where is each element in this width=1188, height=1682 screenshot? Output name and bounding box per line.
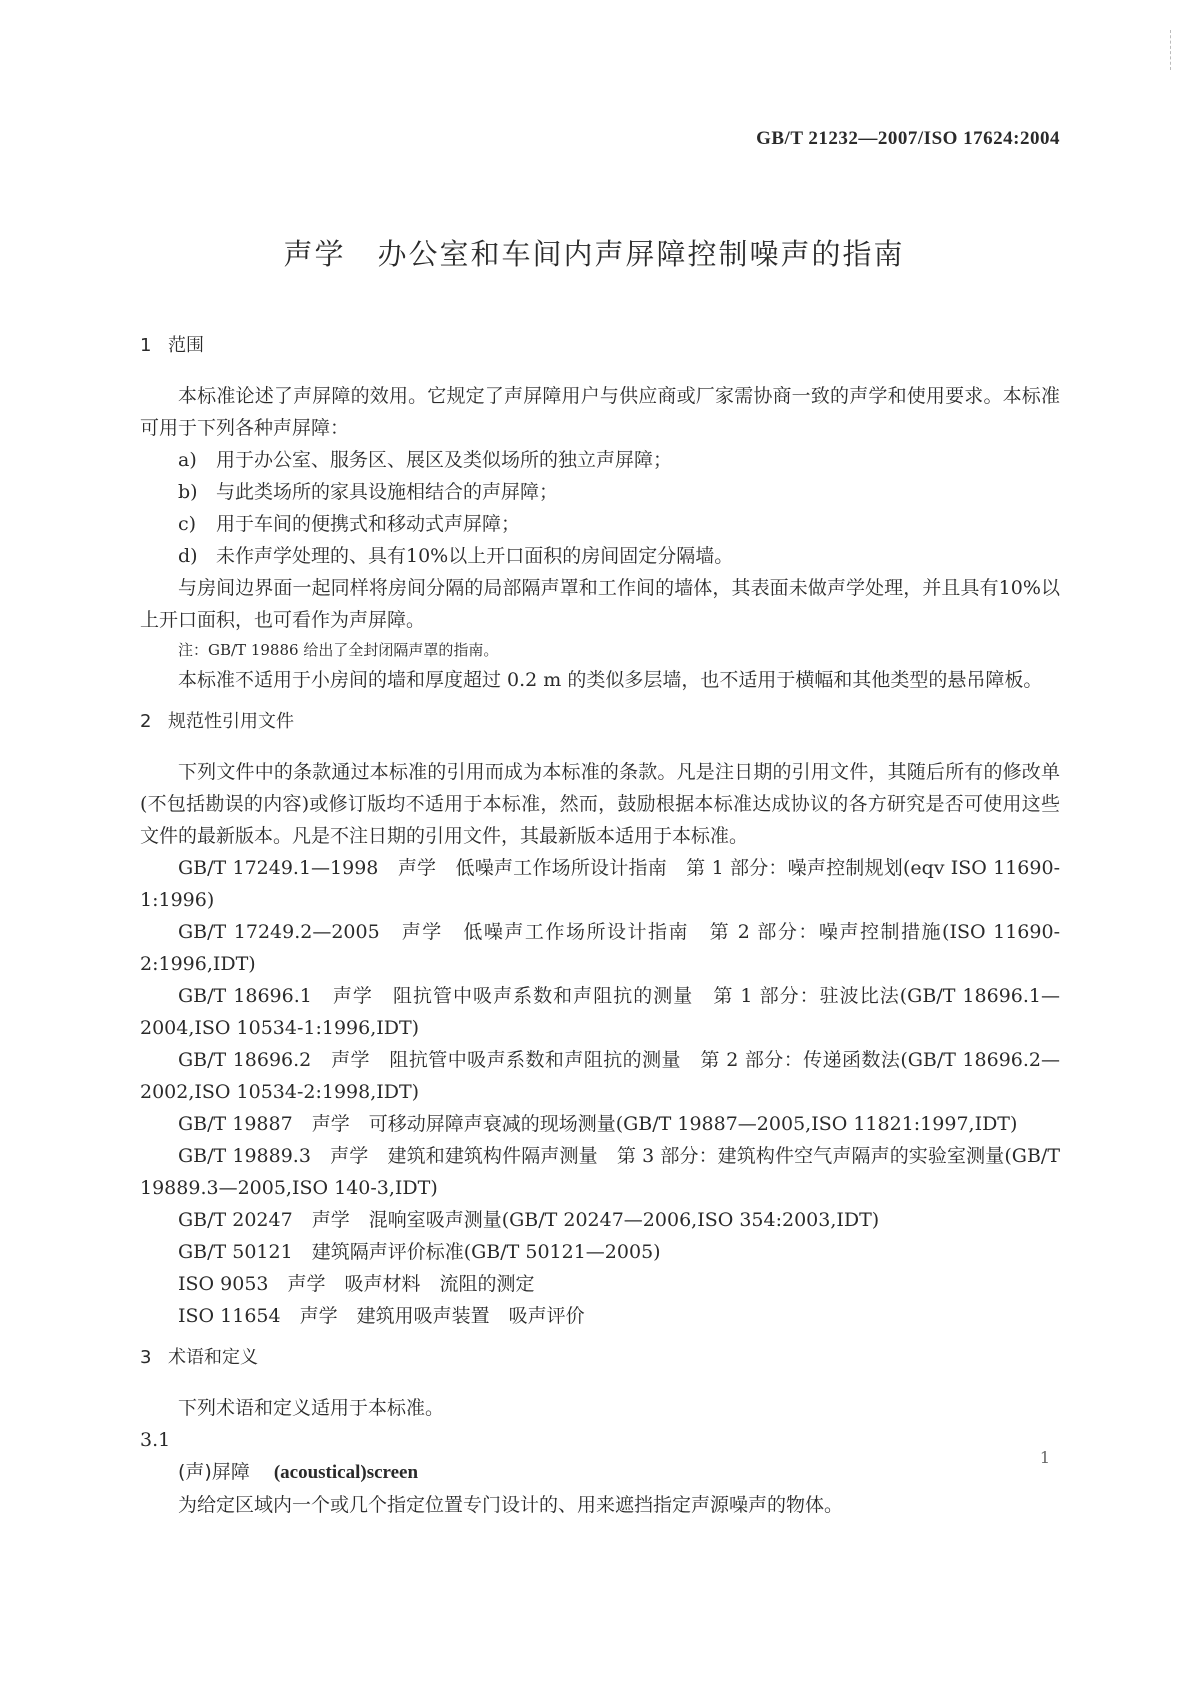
section-title: 范围: [168, 335, 204, 356]
title-part-1: 声学: [283, 237, 346, 271]
section-heading: [140, 330, 1060, 362]
page-number: 1: [1039, 1448, 1050, 1467]
reference-item: GB/T 18696.1 声学 阻抗管中吸声系数和声阻抗的测量 第 1 部分：驻波比法(GB/T 18696.1—2004,ISO 10534-1:1996,IDT): [140, 985, 1060, 1039]
term-english: (acoustical)screen: [273, 1462, 419, 1483]
reference-item: GB/T 17249.2—2005 声学 低噪声工作场所设计指南 第 2 部分：噪声控制措施(ISO 11690-2:1996,IDT): [140, 921, 1060, 975]
term-number: 3.1: [140, 1429, 171, 1451]
section-title: 术语和定义: [168, 1347, 258, 1368]
term-chinese: (声)屏障: [178, 1461, 250, 1483]
section-number: 3: [140, 1347, 152, 1368]
list-item: [140, 476, 1060, 508]
paragraph: 下列文件中的条款通过本标准的引用而成为本标准的条款。凡是注日期的引用文件，其随后所有的修改单(不包括勘误的内容)或修订版均不适用于本标准，然而，鼓励根据本标准达成协议的各方研究是否可使用这些文件的最新版本。凡是不注日期的引用文件，其最新版本适用于本标准。: [140, 761, 1060, 847]
list-label: c): [178, 513, 197, 535]
reference-item: GB/T 20247 声学 混响室吸声测量(GB/T 20247—2006,ISO 354:2003,IDT): [178, 1209, 880, 1231]
section-number: 1: [140, 335, 152, 356]
section-number: 2: [140, 711, 152, 732]
paragraph: 下列术语和定义适用于本标准。: [178, 1397, 445, 1419]
list-item: [140, 540, 1060, 572]
list-text: 用于车间的便携式和移动式声屏障；: [216, 513, 521, 535]
term-definition: 为给定区域内一个或几个指定位置专门设计的、用来遮挡指定声源噪声的物体。: [178, 1494, 844, 1516]
section-heading: [140, 1342, 1060, 1374]
section-heading: [140, 706, 1060, 738]
list-item: [140, 508, 1060, 540]
list-label: a): [178, 449, 197, 471]
paragraph: 本标准不适用于小房间的墙和厚度超过 0.2 m 的类似多层墙，也不适用于横幅和其他类型的悬吊障板。: [178, 669, 1043, 691]
document-title: [0, 232, 1188, 273]
paragraph: 与房间边界面一起同样将房间分隔的局部隔声罩和工作间的墙体，其表面未做声学处理，并且具有10%以上开口面积，也可看作为声屏障。: [140, 577, 1060, 631]
reference-item: GB/T 17249.1—1998 声学 低噪声工作场所设计指南 第 1 部分：噪声控制规划(eqv ISO 11690-1:1996): [140, 857, 1060, 911]
section-title: 规范性引用文件: [168, 711, 294, 732]
reference-item: GB/T 19889.3 声学 建筑和建筑构件隔声测量 第 3 部分：建筑构件空气声隔声的实验室测量(GB/T 19889.3—2005,ISO 140-3,IDT): [140, 1145, 1060, 1199]
scan-edge-mark: [1170, 30, 1174, 70]
list-item: [140, 444, 1060, 476]
reference-item: GB/T 19887 声学 可移动屏障声衰减的现场测量(GB/T 19887—2005,ISO 11821:1997,IDT): [178, 1113, 1018, 1135]
list-text: 未作声学处理的、具有10%以上开口面积的房间固定分隔墙。: [216, 545, 734, 567]
list-text: 用于办公室、服务区、展区及类似场所的独立声屏障；: [216, 449, 673, 471]
paragraph: 本标准论述了声屏障的效用。它规定了声屏障用户与供应商或厂家需协商一致的声学和使用要求。本标准可用于下列各种声屏障：: [140, 385, 1060, 439]
reference-item: GB/T 50121 建筑隔声评价标准(GB/T 50121—2005): [178, 1241, 661, 1263]
document-body: [140, 330, 1060, 1521]
list-label: d): [178, 545, 198, 567]
list-text: 与此类场所的家具设施相结合的声屏障；: [216, 481, 559, 503]
term-entry: [140, 1456, 1060, 1489]
reference-item: ISO 11654 声学 建筑用吸声装置 吸声评价: [178, 1305, 585, 1327]
reference-item: ISO 9053 声学 吸声材料 流阻的测定: [178, 1273, 535, 1295]
title-part-2: 办公室和车间内声屏障控制噪声的指南: [377, 237, 905, 271]
note: 注：GB/T 19886 给出了全封闭隔声罩的指南。: [178, 641, 499, 659]
list-label: b): [178, 481, 198, 503]
standard-code: GB/T 21232—2007/ISO 17624:2004: [756, 128, 1060, 149]
reference-item: GB/T 18696.2 声学 阻抗管中吸声系数和声阻抗的测量 第 2 部分：传递函数法(GB/T 18696.2—2002,ISO 10534-2:1998,IDT): [140, 1049, 1060, 1103]
